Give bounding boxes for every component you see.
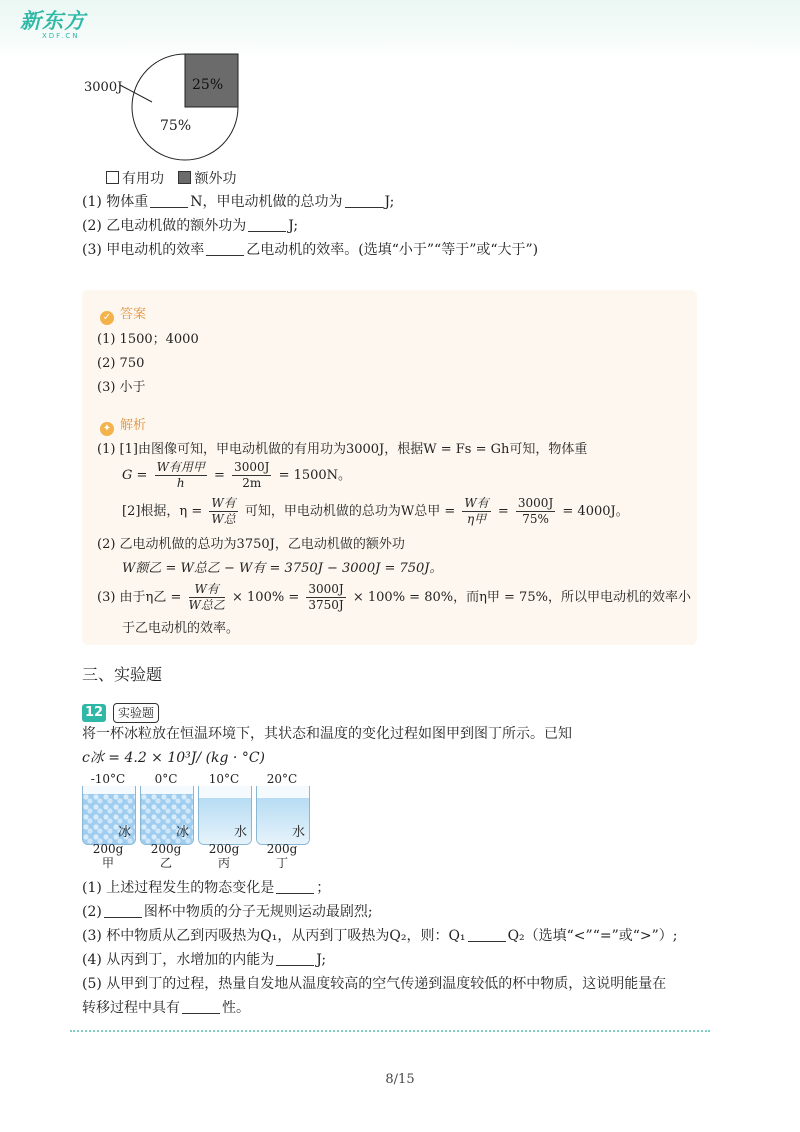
q11-p3-text-b: 乙电动机的效率。(选填“小于”“等于”或“大于”) [246, 242, 539, 258]
lightbulb-icon: ✦ [100, 422, 114, 436]
answer-1: (1) 1500；4000 [97, 332, 199, 347]
q12-given: c冰 = 4.2 × 10³J/ (kg · °C) [82, 750, 266, 766]
beaker-name: 丁 [275, 856, 288, 870]
math-text: [2]根据，η = [122, 504, 203, 519]
analysis-tag-label: 解析 [120, 418, 147, 433]
q12-part5-line1: (5) 从甲到丁的过程，热量自发地从温度较高的空气传递到温度较低的杯中物质，这说明能量在 [82, 976, 667, 992]
q12-p2-text-a: (2) [82, 904, 102, 920]
analysis-line-3: [2]根据，η = $\frac{\text{W有}}{\text{W总}}$ 可知，甲电动机做的总功为W总甲 = $\frac{\text{W有}}{\text{η甲}}$ = $\frac{3000J}{75\%}$ = 4000J。 [122, 496, 629, 526]
answer-2: (2) 750 [97, 356, 145, 371]
q12-p3-text-b: Q₂（选填“<”“=”或“>”）; [507, 928, 678, 944]
math-text: 可知，甲电动机做的总功为W总甲 = [244, 504, 456, 519]
fraction-denominator: W总乙 [188, 598, 225, 612]
analysis-line-4: (2) 乙电动机做的总功为3750J，乙电动机做的额外功 [97, 537, 405, 552]
beaker-content-label: 冰 [175, 825, 189, 840]
fraction [516, 496, 555, 527]
q11-p1-text-a: (1) 物体重 [82, 194, 149, 210]
pie-label-75: 75% [160, 118, 192, 134]
analysis-line-7: 于乙电动机的效率。 [122, 621, 240, 636]
q11-p1-text-b: N，甲电动机做的总功为 [190, 194, 343, 210]
logo [20, 10, 86, 40]
answer-blank[interactable] [206, 241, 244, 256]
analysis-line-2: G = $\frac{\text{W有用甲}}{h}$ = $\frac{3000J}{2m}$ = 1500N。 [122, 460, 352, 490]
beaker-caption [82, 842, 134, 870]
q11-p2-text-a: (2) 乙电动机做的额外功为 [82, 218, 247, 234]
q12-part3 [82, 926, 678, 946]
fraction-numerator: 3000J [234, 460, 270, 474]
fraction [306, 582, 345, 613]
fraction [232, 460, 271, 491]
answer-blank[interactable] [345, 193, 383, 208]
fraction-denominator: W总 [211, 512, 236, 526]
q12-part4 [82, 950, 326, 970]
pie-legend [106, 168, 236, 188]
q12-p1-text-a: (1) 上述过程发生的物态变化是 [82, 880, 275, 896]
fraction [189, 582, 225, 613]
q12-p5-text-b: 转移过程中具有 [82, 1000, 180, 1016]
answer-tag-label: 答案 [120, 307, 147, 322]
question-type-badge: 实验题 [113, 703, 159, 723]
beaker-content-label: 冰 [117, 825, 131, 840]
analysis-line-5: W额乙 = W总乙 − W有 = 3750J − 3000J = 750J。 [122, 561, 443, 576]
beaker-content-label: 水 [233, 825, 247, 840]
q11-p3-text-a: (3) 甲电动机的效率 [82, 242, 205, 258]
q12-part5-line2 [82, 998, 250, 1018]
beaker-mass: 200g [150, 842, 182, 856]
answer-blank[interactable] [104, 903, 142, 918]
analysis-line-1: (1) [1]由图像可知，甲电动机做的有用功为3000J，根据W = Fs = Gh可知，物体重 [97, 442, 588, 457]
q12-p2-text-b: 图杯中物质的分子无规则运动最剧烈; [143, 904, 373, 920]
beaker-name: 甲 [101, 856, 114, 870]
math-text: × 100% = [232, 590, 300, 605]
answer-blank[interactable] [276, 951, 314, 966]
section-title: 三、实验题 [82, 665, 163, 684]
beaker-mass: 200g [266, 842, 298, 856]
fraction-denominator: 3750J [308, 598, 344, 612]
divider [70, 1030, 710, 1032]
math-text: (3) 由于η乙 = [97, 590, 182, 605]
fraction-numerator: W有 [464, 496, 489, 510]
fraction-numerator: W有用甲 [156, 460, 205, 474]
answer-blank[interactable] [150, 193, 188, 208]
beaker-temp: 20°C [266, 772, 298, 786]
check-icon: ✓ [100, 311, 114, 325]
beaker-caption [256, 842, 308, 870]
q12-p5-text-c: 性。 [222, 1000, 250, 1016]
question-number-badge: 12 [82, 704, 106, 722]
q12-part2 [82, 902, 373, 922]
legend-swatch-useful [106, 171, 119, 184]
beaker-temp: -10°C [90, 772, 126, 786]
pie-chart [80, 50, 280, 165]
fraction [209, 496, 237, 527]
q12-p3-text-a: (3) 杯中物质从乙到丙吸热为Q₁，从丙到丁吸热为Q₂，则：Q₁ [82, 928, 466, 944]
answer-blank[interactable] [468, 927, 506, 942]
beaker-mass: 200g [208, 842, 240, 856]
beaker-caption [140, 842, 192, 870]
fraction-denominator: η甲 [466, 512, 487, 526]
fraction-numerator: W有 [189, 582, 225, 598]
answer-3: (3) 小于 [97, 380, 146, 395]
page-number: 8/15 [385, 1072, 415, 1087]
q11-p2-text-b: J; [288, 218, 299, 234]
q12-p1-text-b: ； [316, 880, 331, 896]
q12-part1 [82, 878, 330, 898]
answer-blank[interactable] [248, 217, 286, 232]
answer-tag [100, 303, 146, 325]
logo-subtext: XDF.CN [42, 32, 80, 40]
math-text: G = [122, 468, 148, 483]
q11-p1-text-c: J; [384, 194, 395, 210]
beaker-ding [256, 786, 310, 845]
beaker-caption [198, 842, 250, 870]
analysis-tag [100, 414, 146, 436]
analysis-line-6 [97, 582, 691, 613]
fraction-denominator: 2m [242, 476, 262, 490]
fraction-denominator: 75% [522, 512, 549, 526]
fraction-numerator: 3000J [517, 496, 554, 510]
legend-useful: 有用功 [122, 171, 164, 187]
logo-text: 新东方 [20, 9, 86, 33]
beaker-temp: 0°C [154, 772, 178, 786]
q11-part3 [82, 240, 538, 260]
answer-blank[interactable] [276, 879, 314, 894]
fraction-denominator: h [176, 476, 185, 490]
q11-part2 [82, 216, 298, 236]
q11-part1 [82, 192, 394, 212]
beaker-temp: 10°C [208, 772, 240, 786]
fraction-numerator: W有 [211, 496, 236, 510]
math-text: × 100% = 80%，而η甲 = 75%，所以甲电动机的效率小 [352, 590, 691, 605]
q12-stem: 将一杯冰粒放在恒温环境下，其状态和温度的变化过程如图甲到图丁所示。已知 [82, 726, 572, 742]
beaker-bing [198, 786, 252, 845]
fraction [155, 460, 207, 491]
q12-p4-text-a: (4) 从丙到丁，水增加的内能为 [82, 952, 275, 968]
beaker-content-label: 水 [291, 825, 305, 840]
beaker-jia [82, 786, 136, 845]
answer-blank[interactable] [182, 999, 220, 1014]
fraction-numerator: 3000J [308, 582, 344, 596]
q12-p4-text-b: J; [316, 952, 327, 968]
beaker-name: 丙 [217, 856, 230, 870]
pie-label-25: 25% [192, 77, 224, 93]
beaker-name: 乙 [159, 856, 172, 870]
math-text: = 1500N。 [278, 468, 352, 483]
legend-extra: 额外功 [194, 171, 237, 187]
fraction [462, 496, 490, 527]
legend-swatch-extra [178, 171, 191, 184]
math-text: = 4000J。 [562, 504, 629, 519]
pie-callout-label: 3000J [84, 80, 123, 95]
beaker-mass: 200g [92, 842, 124, 856]
beaker-yi [140, 786, 194, 845]
